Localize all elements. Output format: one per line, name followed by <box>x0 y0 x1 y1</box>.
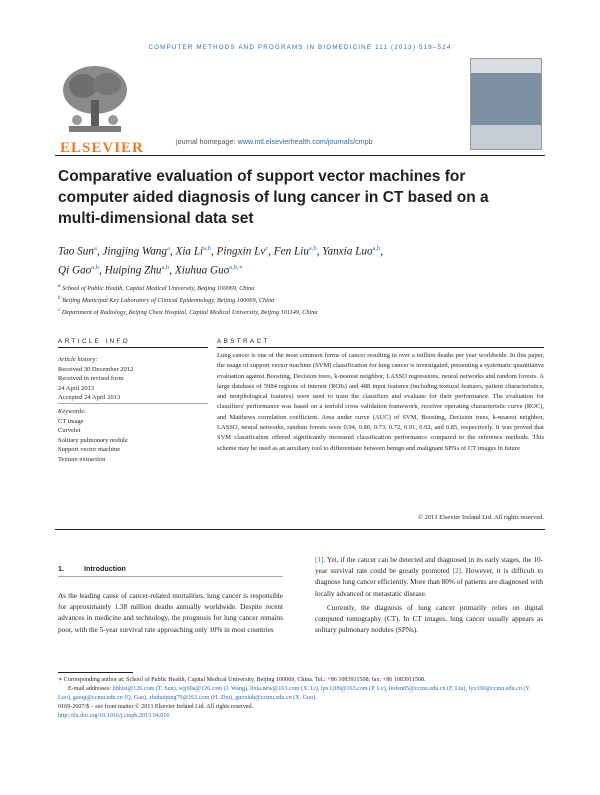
author: Jingjing Wang <box>102 245 167 258</box>
author: Pingxin Lv <box>216 245 266 258</box>
header-rule <box>55 155 545 156</box>
author-list: Tao Sun$^a$, Jingjing Wang$^a$, Xia Li$^{a,b}$, Pingxin Lv$^c$, Fen Liu$^{a,b}$, Yanxia Luo$^{a,b}$, Qi Gao$^{a,b}$, Huiping Zhu$^{a,b}$, Xiuhua Guo$^{a,b,∗}$ <box>58 245 384 277</box>
history-item: 24 April 2013 <box>58 384 95 392</box>
author-affiliation-mark[interactable]: a,b <box>91 263 100 271</box>
history-item: Received 30 December 2012 <box>58 365 134 373</box>
issn-line: 0169-2607/$ – see front matter © 2013 Elsevier Ireland Ltd. All rights reserved. <box>58 704 254 710</box>
article-history <box>58 355 208 403</box>
intro-paragraph: Currently, the diagnosis of lung cancer primarily relies on digital computed tomography (CT). In CT images, lung cancer usually appears as solitary pulmonary nodules (SPNs). <box>315 603 543 635</box>
elsevier-tree-logo <box>55 60 135 150</box>
publisher-name: ELSEVIER <box>60 140 144 156</box>
article-info-rule <box>58 347 208 348</box>
author-affiliation-mark[interactable]: a,b <box>203 245 211 252</box>
abstract-rule <box>217 347 544 348</box>
keyword: Support vector machine <box>58 446 121 453</box>
author: Xiuhua Guo <box>174 264 230 277</box>
affiliation-mark: a <box>58 284 61 289</box>
history-label: Article history: <box>58 356 98 363</box>
affiliation-mark: c <box>58 308 61 313</box>
journal-homepage <box>176 137 373 146</box>
keywords-label: Keywords: <box>58 408 86 415</box>
author: Fen Liu <box>273 245 309 258</box>
abstract-bottom-rule <box>55 529 545 530</box>
author: Huiping Zhu <box>104 264 162 277</box>
keyword: Solitary pulmonary nodule <box>58 436 128 444</box>
author-affiliation-mark[interactable]: a <box>93 245 97 252</box>
history-item: Accepted 24 April 2013 <box>58 394 121 401</box>
citation-link[interactable]: [2] <box>452 567 461 576</box>
journal-citation-line: COMPUTER METHODS AND PROGRAMS IN BIOMEDICINE 111 (2013) 519–524 <box>148 44 452 51</box>
intro-paragraph <box>315 555 543 600</box>
author-affiliation-mark[interactable]: c <box>265 245 269 252</box>
homepage-link[interactable]: www.intl.elsevierhealth.com/journals/cmpb <box>237 137 373 146</box>
homepage-label: journal homepage: <box>176 137 238 146</box>
citation-link[interactable]: [1] <box>315 556 324 564</box>
affiliation-mark: b <box>58 296 61 301</box>
section-number: 1. <box>58 564 64 573</box>
paragraph-text: . However, it is difficult to diagnose lung cancer efficiently. More than 80% of patients are diagnosed with locally advanced or metastatic disease. <box>315 567 543 598</box>
author-affiliation-mark[interactable]: a,b <box>308 245 317 252</box>
article-info-heading: ARTICLE INFO <box>58 338 131 345</box>
keywords-rule <box>58 403 208 404</box>
affiliation-text: Beijing Municipal Key Laboratory of Clinical Epidemiology, Beijing 100069, China <box>62 297 275 305</box>
author: Tao Sun <box>58 245 94 258</box>
keywords <box>58 407 208 464</box>
email-links[interactable]: hhhtst@126.com (T. Sun), wjj00a@126.com (J. Wang), lixia.new@163.com (X. Li), lpx1209@163.com (P. Lv), liufen05@ccmu.edu.cn (F. Liu), lyx100@ccmu.edu.cn (Y. Luo), gaoqi@ccmu.edu.cn (Q. Gao), zhuhuiping79@163.com (H. Zhu), guoxiuh@ccmu.edu.cn (X. Guo). <box>58 686 531 701</box>
footnotes <box>58 676 544 721</box>
article-title: Comparative evaluation of support vector machines for computer aided diagnosis of lung cancer in CT based on a multi-dimensional data set <box>58 168 489 227</box>
affiliation <box>58 282 254 293</box>
email-label: E-mail addresses: <box>68 686 113 692</box>
author-affiliation-mark[interactable]: a,b <box>372 245 381 252</box>
doi-link[interactable]: http://dx.doi.org/10.1016/j.cmpb.2013.04.016 <box>58 713 170 719</box>
affiliation-text: Department of Radiology, Beijing Chest Hospital, Capital Medical University, Beijing 101149, China <box>61 309 318 317</box>
affiliation <box>58 294 274 305</box>
intro-column-1: As the leading cause of cancer-related mortalities, lung cancer is responsible for approximately 1.38 million deaths annually worldwide. Despite recent advances in medicine and technology, the prognosis for lung cancer remains poor, with the 5-year survival rate approaching only 10% in most countries <box>58 592 283 634</box>
author: Xia Li <box>175 245 204 258</box>
email-addresses <box>58 685 544 703</box>
corresponding-author-note: ∗ Corresponding author at: School of Public Health, Capital Medical University, Beijing 100069, China. Tel.: +86 1083911508; fax: +86 1083911508. <box>58 677 426 683</box>
journal-cover-thumbnail <box>470 58 542 150</box>
keyword: CT image <box>58 417 84 425</box>
abstract-copyright: © 2013 Elsevier Ireland Ltd. All rights reserved. <box>417 514 544 521</box>
abstract-heading: ABSTRACT <box>217 338 270 345</box>
author: Yanxia Luo <box>322 245 373 258</box>
author-affiliation-mark[interactable]: a,b <box>161 263 170 271</box>
paragraph-text: . Yet, if the cancer can be detected and diagnosed in its early stages, the 10-year survival rate could be greatly promoted <box>315 556 543 576</box>
author-affiliation-mark[interactable]: a,b,∗ <box>229 263 244 271</box>
footnote-rule <box>58 672 133 673</box>
author: Qi Gao <box>58 264 92 277</box>
affiliation-text: School of Public Health, Capital Medical University, Beijing 100069, China <box>62 285 255 293</box>
history-item: Received in revised form <box>58 375 124 382</box>
author-affiliation-mark[interactable]: a <box>167 245 170 252</box>
intro-column-2 <box>315 555 543 636</box>
section-title: Introduction <box>84 564 126 573</box>
affiliation <box>58 306 318 317</box>
keyword: Curvelet <box>58 427 81 434</box>
abstract-text: Lung cancer is one of the most common forms of cancer resulting in over a million deaths per year worldwide. In this paper, the usage of support vector machine (SVM) classification for lung cancer is investigated, presenting a systematic quantitative evaluation against Boosting, Decision trees, k-nearest neighbor, LASSO regressions, neural networks and random forests. A large database of 5984 regions of interest (ROIs) and 488 input features (including textural features, patient characteristics, and morphological features) were used to train the classifiers and evaluate for their performance. The evaluation for classifiers' performance was based on a tenfold cross validation framework, receiver operating characteristic curve (ROC), and Matthews correlation coefficient. Area under curve (AUC) of SVM, Boosting, Decision trees, k-nearest neighbor, LASSO, neural networks, random forests were 0.94, 0.86, 0.73, 0.72, 0.91, 0.92, and 0.85, respectively. It was proved that SVM classification offered significantly increased classification performance compared to the reference methods. This scheme may be used as an auxiliary tool to differentiate between benign and malignant SPNs of CT images in future <box>217 352 544 452</box>
keyword: Texture extraction <box>58 455 106 463</box>
section-heading-introduction <box>58 564 126 573</box>
section-heading-rule <box>58 576 283 577</box>
